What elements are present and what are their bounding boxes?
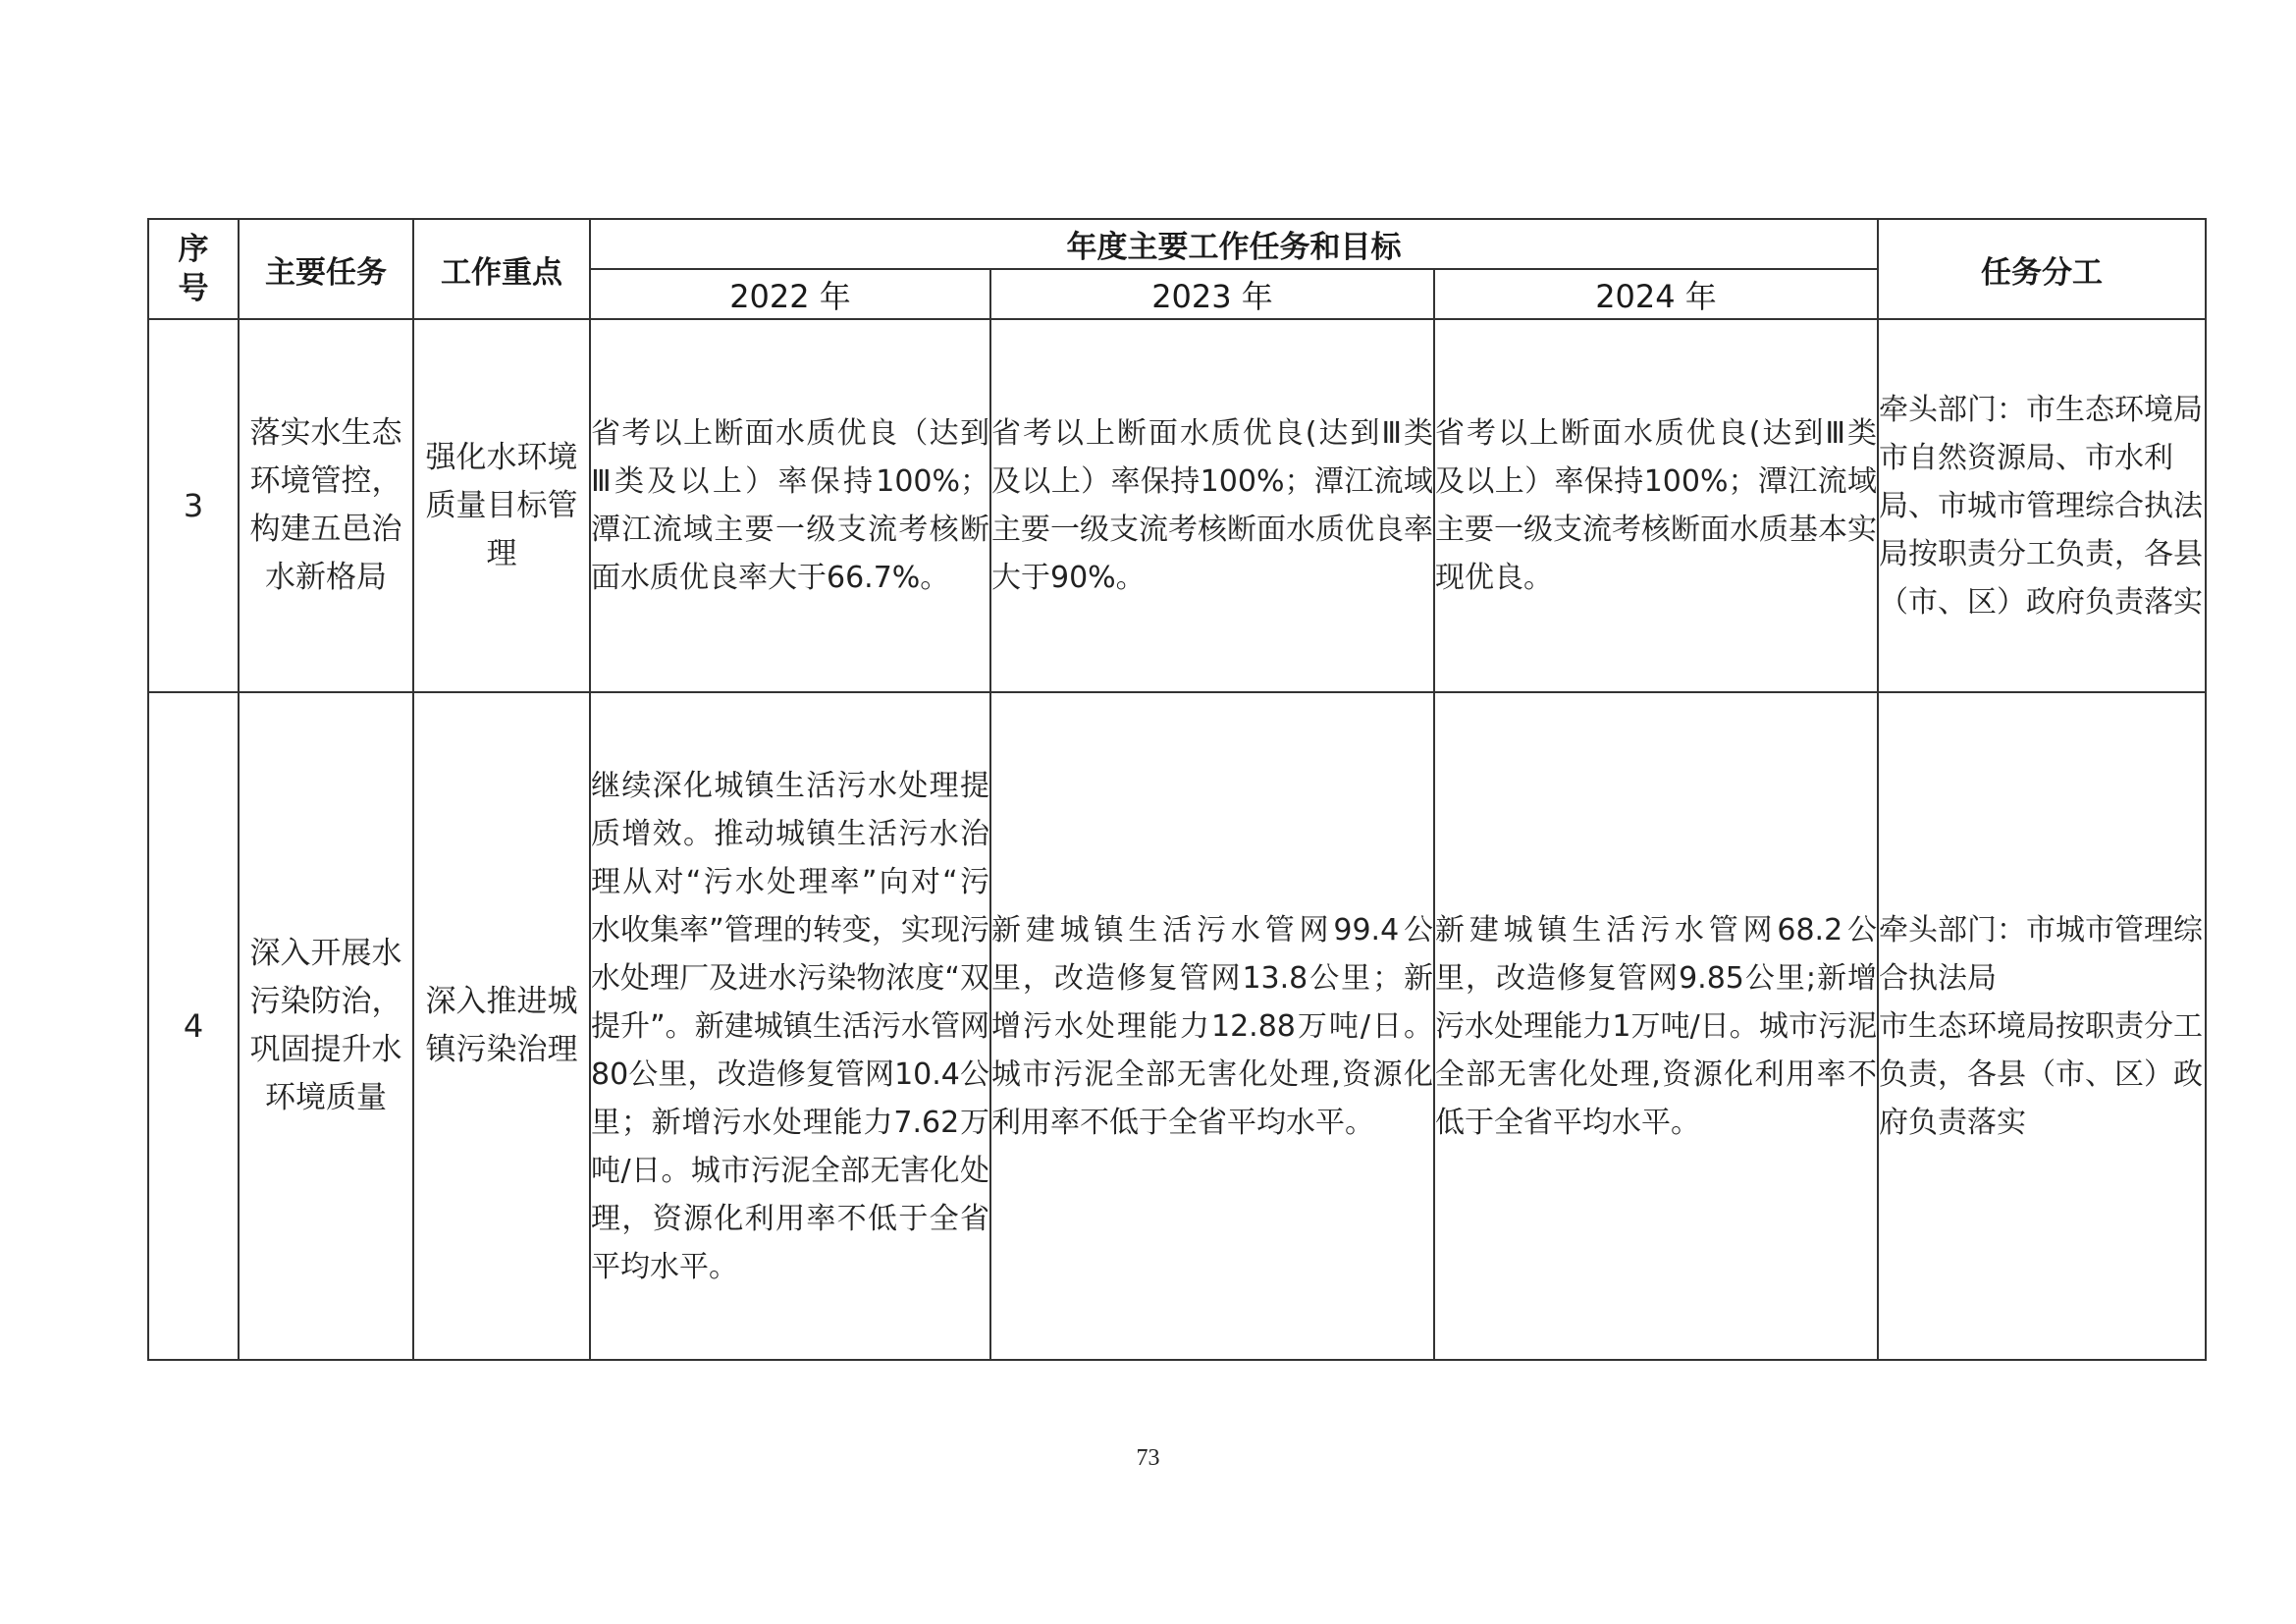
row-goal-2022: 省考以上断面水质优良（达到Ⅲ类及以上）率保持100%；潭江流域主要一级支流考核断面水质优良率大于66.7%。	[590, 319, 990, 692]
table-header	[148, 219, 2206, 319]
row-seq: 3	[148, 319, 239, 692]
row-goal-2023: 新建城镇生活污水管网99.4公里，改造修复管网13.8公里；新增污水处理能力12.88万吨/日。城市污泥全部无害化处理,资源化利用率不低于全省平均水平。	[990, 692, 1434, 1360]
header-year-2022: 2022 年	[590, 269, 990, 319]
division-detail: 市生态环境局按职责分工负责，各县（市、区）政府负责落实	[1879, 1008, 2204, 1140]
table-row	[148, 692, 2206, 1360]
row-goal-2022: 继续深化城镇生活污水处理提质增效。推动城镇生活污水治理从对“污水处理率”向对“污水收集率”管理的转变，实现污水处理厂及进水污染物浓度“双提升”。新建城镇生活污水管网80公里，改造修复管网10.4公里；新增污水处理能力7.62万吨/日。城市污泥全部无害化处理，资源化利用率不低于全省平均水平。	[590, 692, 990, 1360]
division-detail: 市自然资源局、市水利局、市城市管理综合执法局按职责分工负责，各县（市、区）政府负责落实	[1879, 440, 2204, 620]
row-goal-2024: 新建城镇生活污水管网68.2公里，改造修复管网9.85公里;新增污水处理能力1万吨/日。城市污泥全部无害化处理,资源化利用率不低于全省平均水平。	[1434, 692, 1878, 1360]
row-seq: 4	[148, 692, 239, 1360]
row-main-task: 深入开展水污染防治，巩固提升水环境质量	[239, 692, 413, 1360]
header-focus: 工作重点	[413, 219, 590, 319]
header-year-2023: 2023 年	[990, 269, 1434, 319]
row-focus: 深入推进城镇污染治理	[413, 692, 590, 1360]
row-main-task: 落实水生态环境管控，构建五邑治水新格局	[239, 319, 413, 692]
division-lead: 牵头部门：市生态环境局	[1879, 392, 2204, 427]
header-annual-goals: 年度主要工作任务和目标	[590, 219, 1878, 269]
page-number: 73	[1136, 1445, 1160, 1471]
header-main-task: 主要任务	[239, 219, 413, 319]
task-table	[147, 218, 2207, 1361]
division-lead: 牵头部门：市城市管理综合执法局	[1879, 912, 2204, 996]
header-seq: 序号	[148, 219, 239, 319]
table-row	[148, 319, 2206, 692]
row-goal-2024: 省考以上断面水质优良(达到Ⅲ类及以上）率保持100%；潭江流域主要一级支流考核断面水质基本实现优良。	[1434, 319, 1878, 692]
row-division	[1878, 319, 2206, 692]
row-focus: 强化水环境质量目标管理	[413, 319, 590, 692]
header-year-2024: 2024 年	[1434, 269, 1878, 319]
row-goal-2023: 省考以上断面水质优良(达到Ⅲ类及以上）率保持100%；潭江流域主要一级支流考核断面水质优良率大于90%。	[990, 319, 1434, 692]
row-division	[1878, 692, 2206, 1360]
header-division: 任务分工	[1878, 219, 2206, 319]
